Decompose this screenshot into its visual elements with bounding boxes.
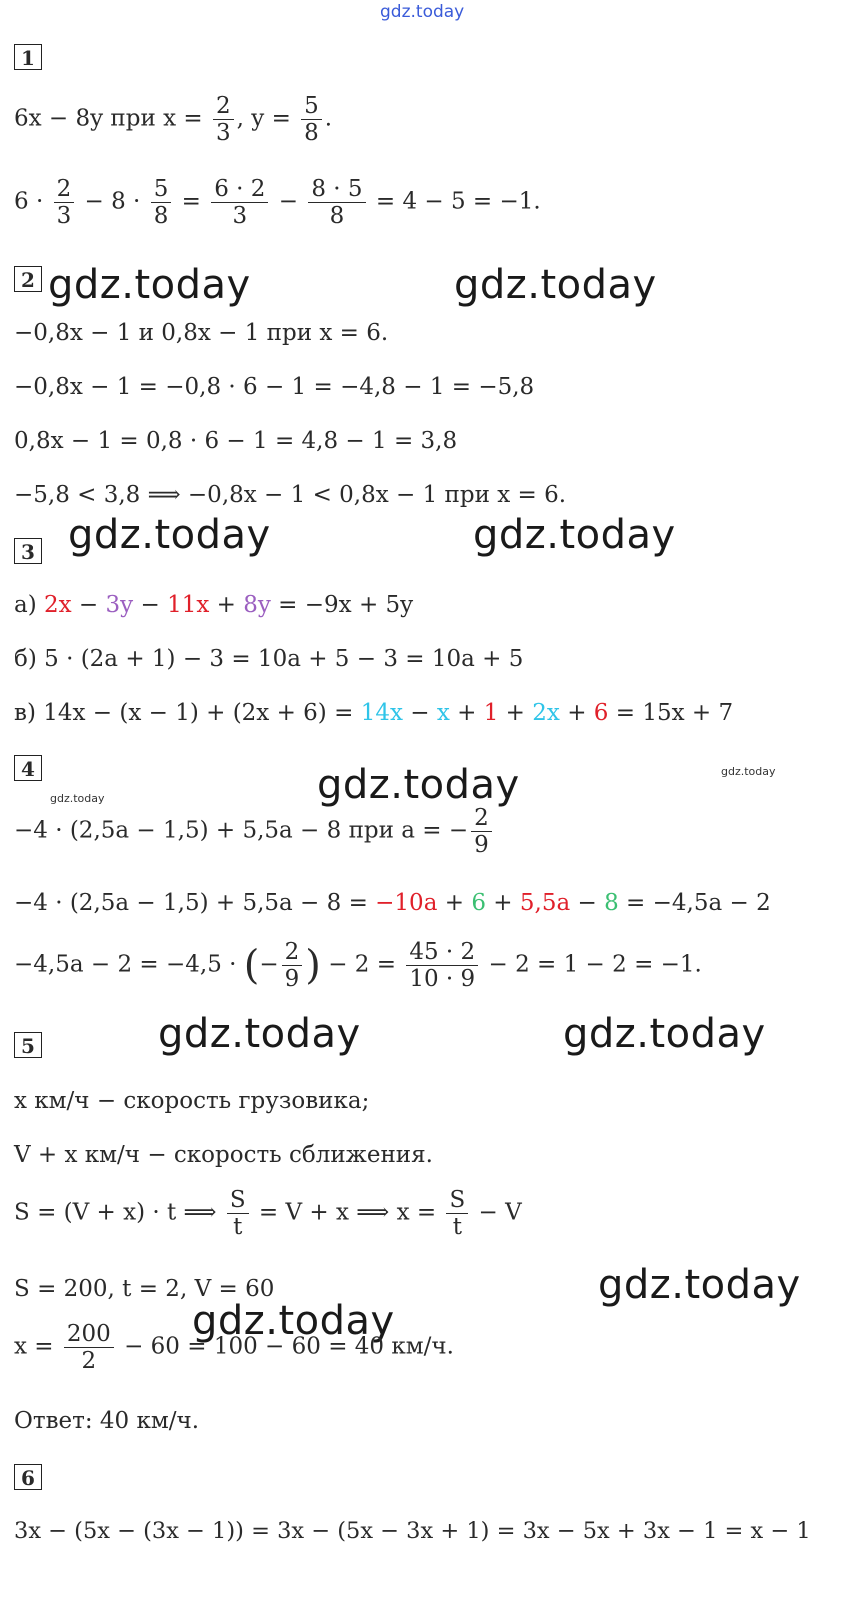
task-6-line-1: 3x − (5x − (3x − 1)) = 3x − (5x − 3x + 1) = 3x − 5x + 3x − 1 = x − 1: [14, 1518, 811, 1544]
task-4-line-3: −4,5a − 2 = −4,5 · (− $\frac{2}{9}$ ) − 2 = $\frac{45 \cdot 2}{10 \cdot 9}$ − 2 = 1 − 2 = −1.: [14, 939, 702, 993]
watermark: gdz.today: [473, 512, 676, 558]
task-5-line-1: x км/ч − скорость грузовика;: [14, 1088, 370, 1114]
task-1-number: 1: [14, 44, 42, 70]
fraction: $\frac{5}{8}$: [151, 177, 172, 228]
task-6-number: 6: [14, 1464, 42, 1490]
fraction: $\frac{S}{t}$: [227, 1188, 249, 1239]
watermark: gdz.today: [317, 762, 520, 808]
fraction: $\frac{2}{9}$: [282, 940, 303, 991]
task-3-line-c: в) 14x − (x − 1) + (2x + 6) = 14x − x + 1 + 2x + 6 = 15x + 7: [14, 700, 734, 726]
task-2-line-4: −5,8 < 3,8 ⟹ −0,8x − 1 < 0,8x − 1 при x = 6.: [14, 482, 567, 508]
small-watermark: gdz.today: [50, 792, 105, 805]
task-2-line-1: −0,8x − 1 и 0,8x − 1 при x = 6.: [14, 320, 389, 346]
task-2-line-3: 0,8x − 1 = 0,8 · 6 − 1 = 4,8 − 1 = 3,8: [14, 428, 458, 454]
fraction: $\frac{45 \cdot 2}{10 \cdot 9}$: [406, 940, 478, 991]
task-5-line-5: x = $\frac{200}{2}$ − 60 = 100 − 60 = 40 км/ч.: [14, 1321, 454, 1375]
task-3-line-a: а) 2x − 3y − 11x + 8y = −9x + 5y: [14, 592, 414, 618]
watermark: gdz.today: [192, 1298, 395, 1344]
fraction: $\frac{6 \cdot 2}{3}$: [211, 177, 268, 228]
fraction: $\frac{2}{3}$: [213, 94, 234, 145]
small-watermark: gdz.today: [721, 765, 776, 778]
fraction: $\frac{8 \cdot 5}{8}$: [308, 177, 365, 228]
task-2-line-2: −0,8x − 1 = −0,8 · 6 − 1 = −4,8 − 1 = −5,8: [14, 374, 535, 400]
task-4-line-1: −4 · (2,5a − 1,5) + 5,5a − 8 при a = − $\frac{2}{9}$: [14, 806, 495, 857]
task-2-number: 2: [14, 266, 42, 292]
task-5-line-2: V + x км/ч − скорость сближения.: [14, 1142, 433, 1168]
fraction: $\frac{200}{2}$: [64, 1322, 114, 1373]
top-watermark: gdz.today: [380, 2, 465, 22]
fraction: $\frac{2}{9}$: [471, 806, 492, 857]
fraction: $\frac{S}{t}$: [446, 1188, 468, 1239]
watermark: gdz.today: [158, 1011, 361, 1057]
fraction: $\frac{5}{8}$: [301, 94, 322, 145]
watermark: gdz.today: [454, 262, 657, 308]
task-3-number: 3: [14, 538, 42, 564]
task-5-line-4: S = 200, t = 2, V = 60: [14, 1276, 275, 1302]
task-4-line-2: −4 · (2,5a − 1,5) + 5,5a − 8 = −10a + 6 + 5,5a − 8 = −4,5a − 2: [14, 890, 771, 916]
fraction: $\frac{2}{3}$: [54, 177, 75, 228]
watermark: gdz.today: [598, 1262, 801, 1308]
watermark: gdz.today: [68, 512, 271, 558]
task-1-line-1: 6x − 8y при x = $\frac{2}{3}$ , y = $\frac{5}{8}$ .: [14, 93, 333, 147]
task-3-line-b: б) 5 · (2a + 1) − 3 = 10a + 5 − 3 = 10a + 5: [14, 646, 524, 672]
task-4-number: 4: [14, 755, 42, 781]
task-5-line-3: S = (V + x) · t ⟹ $\frac{S}{t}$ = V + x ⟹ x = $\frac{S}{t}$ − V: [14, 1187, 522, 1241]
task-5-answer: Ответ: 40 км/ч.: [14, 1408, 200, 1434]
watermark: gdz.today: [563, 1011, 766, 1057]
task-5-number: 5: [14, 1032, 42, 1058]
task-1-line-2: 6 · $\frac{2}{3}$ − 8 · $\frac{5}{8}$ = $\frac{6 \cdot 2}{3}$ − $\frac{8 \cdot 5}{8}$ = 4 − 5 = −1.: [14, 176, 541, 230]
watermark: gdz.today: [48, 262, 251, 308]
